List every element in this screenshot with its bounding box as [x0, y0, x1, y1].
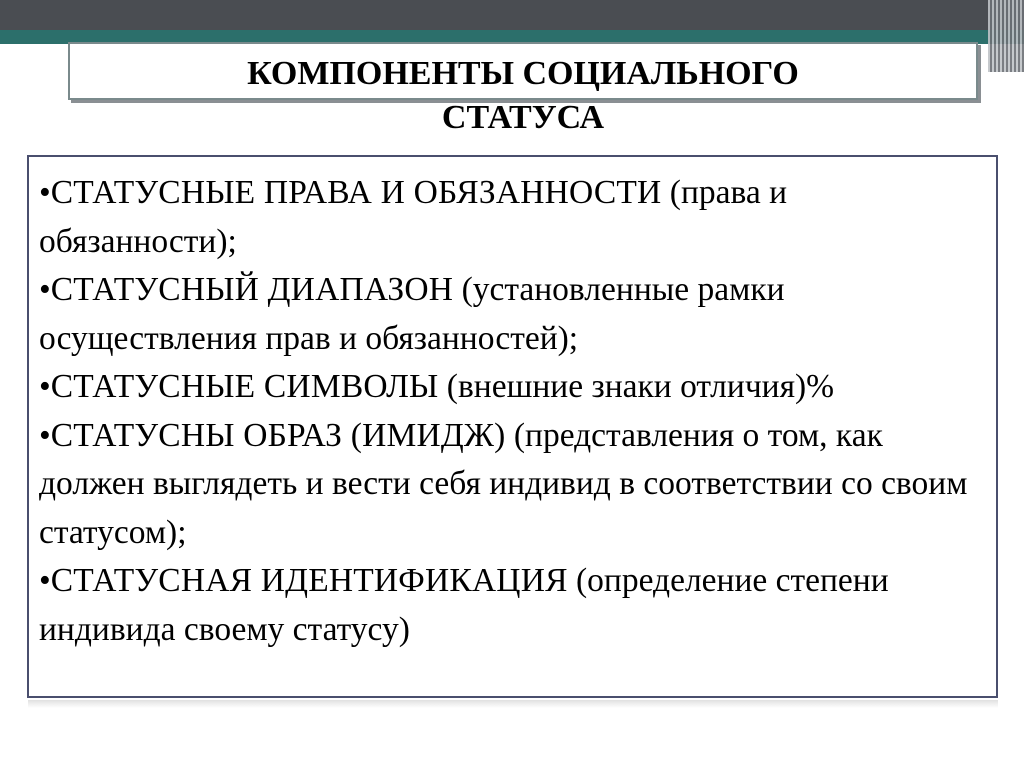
item-term: СТАТУСНЫЕ СИМВОЛЫ: [50, 368, 439, 405]
page-title-line-2: СТАТУСА: [441, 99, 605, 136]
item-term: СТАТУСНЫЙ ДИАПАЗОН: [50, 271, 454, 308]
item-term: СТАТУСНЫ ОБРАЗ (ИМИДЖ): [50, 416, 506, 454]
item-term: СТАТУСНЫЕ ПРАВА И ОБЯЗАННОСТИ: [50, 174, 662, 211]
decorative-stripes: [988, 0, 1024, 72]
top-decorative-band: [0, 0, 1024, 30]
page-title-line-1: КОМПОНЕНТЫ СОЦИАЛЬНОГО: [247, 55, 799, 92]
item-term: СТАТУСНАЯ ИДЕНТИФИКАЦИЯ: [50, 562, 568, 599]
bullet-marker: •: [39, 174, 51, 211]
list-item-status-symbols: [39, 363, 986, 412]
bullet-marker: •: [39, 271, 51, 308]
list-item-status-range: [39, 266, 986, 363]
item-description: (определение степени индивида своему статусу): [39, 562, 889, 648]
item-description: (представления о том, как должен выглядеть и вести себя индивид в соответствии со своим статусом);: [39, 416, 968, 551]
panel-shadow: [28, 700, 998, 708]
content-panel: [27, 155, 998, 698]
list-item-status-image: [39, 412, 986, 558]
list-item-status-identification: [39, 557, 986, 654]
item-description: (установленные рамки осуществления прав и обязанностей);: [39, 271, 785, 357]
bullet-marker: •: [39, 562, 51, 599]
list-item-status-rights: [39, 169, 986, 266]
item-description: (внешние знаки отличия)%: [446, 368, 835, 405]
item-description: (права и обязанности);: [39, 174, 788, 260]
bullet-marker: •: [39, 416, 51, 454]
page-title: [68, 52, 978, 140]
bullet-marker: •: [39, 368, 51, 405]
